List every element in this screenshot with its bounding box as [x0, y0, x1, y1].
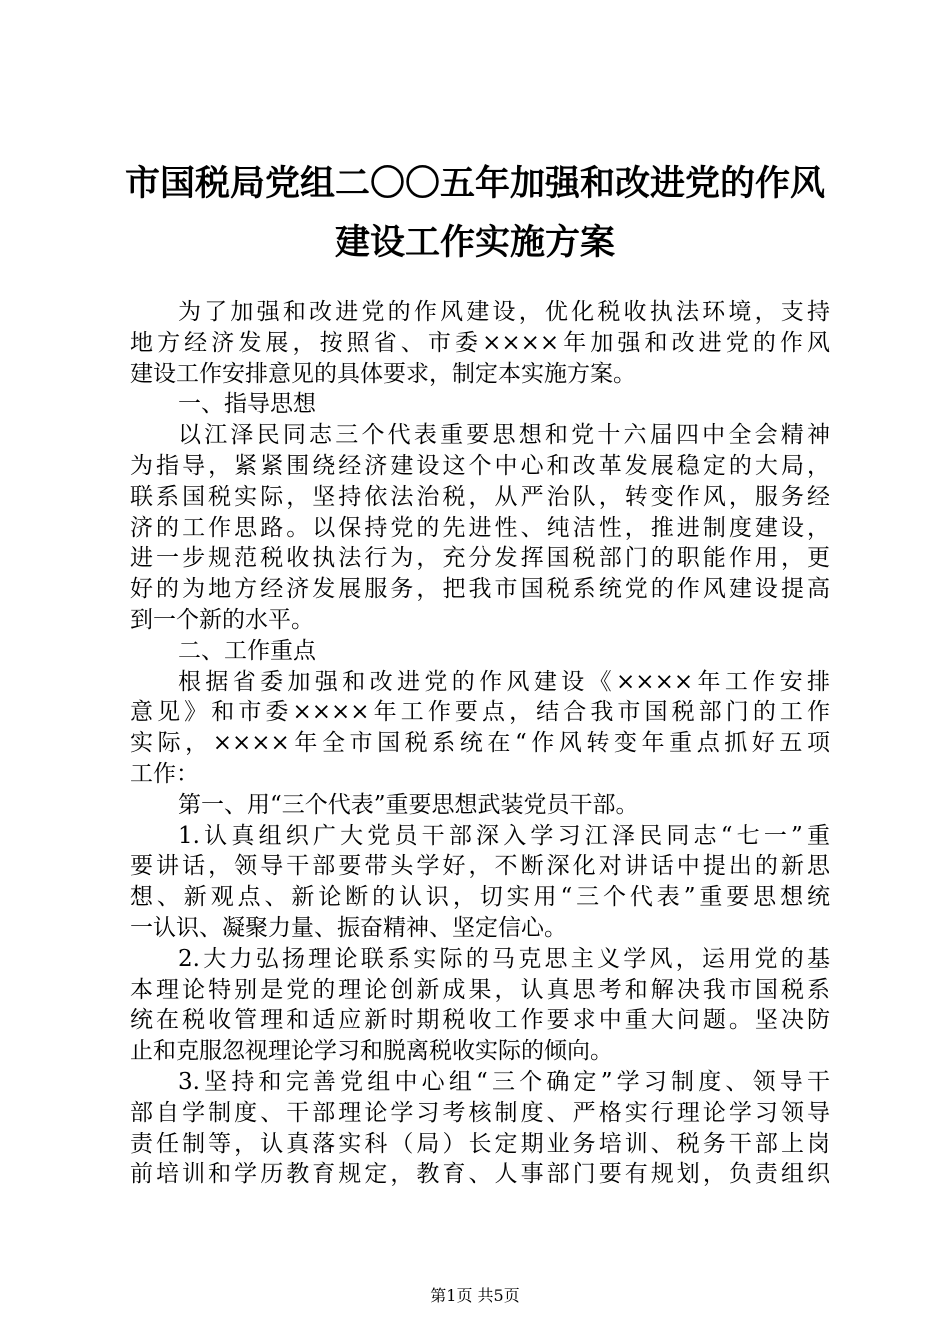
- text-line: 进一步规范税收执法行为，充分发挥国税部门的职能作用，更: [130, 545, 830, 572]
- text-line: 2.大力弘扬理论联系实际的马克思主义学风，运用党的基: [178, 945, 830, 972]
- document-title-line-1: 市国税局党组二〇〇五年加强和改进党的作风: [124, 163, 825, 204]
- text-line: 第一、用“三个代表”重要思想武装党员干部。: [178, 791, 639, 818]
- text-line: 部自学制度、干部理论学习考核制度、严格实行理论学习领导: [130, 1099, 830, 1126]
- text-line: 好的为地方经济发展服务，把我市国税系统党的作风建设提高: [130, 576, 830, 603]
- text-line: 为指导，紧紧围绕经济建设这个中心和改革发展稳定的大局，: [130, 452, 830, 479]
- text-line: 到一个新的水平。: [130, 606, 314, 633]
- text-line: 地方经济发展，按照省、市委××××年加强和改进党的作风: [130, 329, 830, 356]
- text-line: 前培训和学历教育规定，教育、人事部门要有规划，负责组织: [130, 1161, 830, 1188]
- text-line: 止和克服忽视理论学习和脱离税收实际的倾向。: [130, 1038, 613, 1065]
- document-title-line-2: 建设工作实施方案: [334, 222, 615, 263]
- text-line: 1.认真组织广大党员干部深入学习江泽民同志“七一”重: [178, 822, 830, 849]
- text-line: 责任制等，认真落实科（局）长定期业务培训、税务干部上岗: [130, 1130, 830, 1157]
- document-body: [130, 297, 830, 1190]
- text-line: 实际，××××年全市国税系统在“作风转变年重点抓好五项: [130, 730, 830, 757]
- text-line: 根据省委加强和改进党的作风建设《××××年工作安排: [178, 668, 830, 695]
- text-line: 为了加强和改进党的作风建设，优化税收执法环境，支持: [178, 299, 830, 325]
- text-line: 建设工作安排意见的具体要求，制定本实施方案。: [130, 360, 636, 387]
- text-line: 意见》和市委××××年工作要点，结合我市国税部门的工作: [130, 699, 830, 726]
- text-line: 一、指导思想: [178, 391, 316, 418]
- text-line: 要讲话，领导干部要带头学好，不断深化对讲话中提出的新思: [130, 853, 830, 880]
- text-line: 联系国税实际，坚持依法治税，从严治队，转变作风，服务经: [130, 483, 830, 510]
- text-line: 3.坚持和完善党组中心组“三个确定”学习制度、领导干: [178, 1068, 830, 1095]
- text-line: 想、新观点、新论断的认识，切实用“三个代表”重要思想统: [130, 884, 830, 911]
- text-line: 统在税收管理和适应新时期税收工作要求中重大问题。坚决防: [130, 1007, 830, 1034]
- text-line: 工作：: [130, 760, 199, 787]
- text-line: 一认识、凝聚力量、振奋精神、坚定信心。: [130, 914, 567, 941]
- text-line: 以江泽民同志三个代表重要思想和党十六届四中全会精神: [178, 422, 830, 449]
- page-footer: 第1页 共5页: [430, 1286, 520, 1305]
- text-line: 本理论特别是党的理论创新成果，认真思考和解决我市国税系: [130, 976, 830, 1003]
- text-line: 二、工作重点: [178, 637, 316, 664]
- text-line: 济的工作思路。以保持党的先进性、纯洁性，推进制度建设，: [130, 514, 830, 541]
